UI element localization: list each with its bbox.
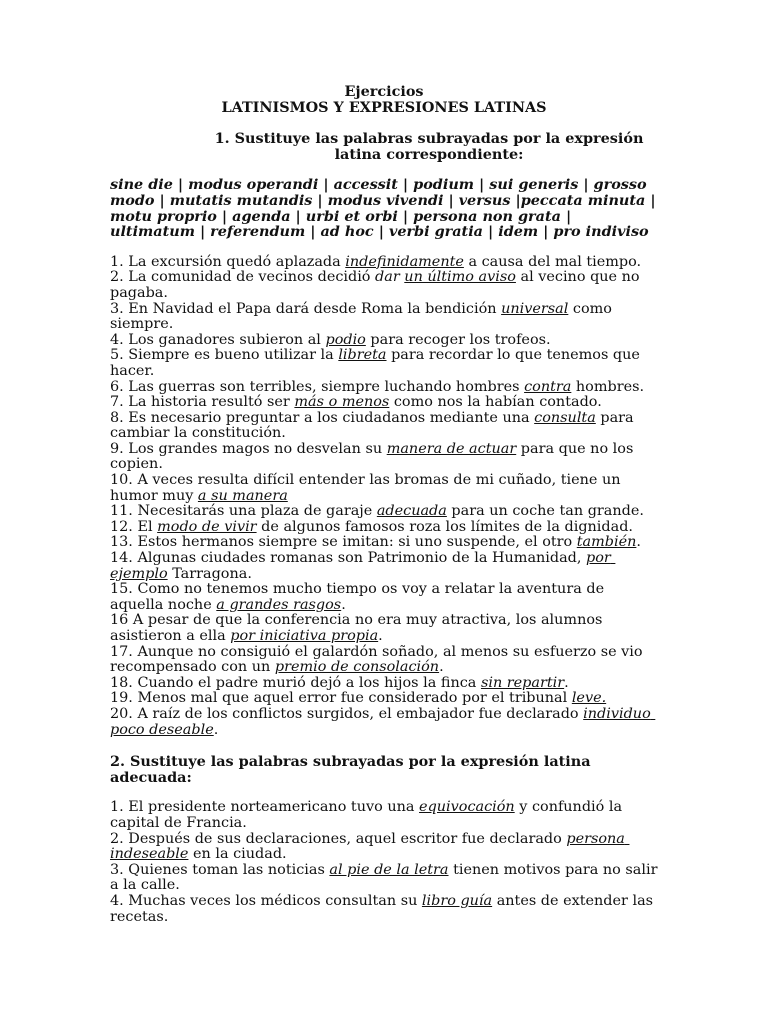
item-text: 4. Muchas veces los médicos consultan su	[110, 892, 422, 909]
item-text: .	[564, 674, 569, 691]
exercise-item	[110, 691, 658, 707]
exercise-item	[110, 520, 658, 536]
exercise-item	[110, 270, 658, 301]
item-text: 12. El	[110, 518, 158, 535]
underlined-phrase: equivocación	[419, 799, 515, 816]
exercise-item	[110, 832, 658, 863]
item-text: 14. Algunas ciudades romanas son Patrimonio de la Humanidad,	[110, 550, 587, 567]
item-text: al vecino que no pagaba.	[110, 269, 645, 301]
item-text: 1. La excursión quedó aplazada	[110, 253, 346, 270]
exercise-2-items	[110, 799, 663, 925]
exercise-item	[110, 707, 658, 738]
item-text: 15. Como no tenemos mucho tiempo os voy a relatar la aventura de aquella noche	[110, 581, 609, 613]
item-text: 11. Necesitarás una plaza de garaje	[110, 503, 377, 520]
item-text: 17. Aunque no consiguió el galardón soñado, al menos su esfuerzo se vio recompensado con un	[110, 643, 648, 676]
item-text: como nos la habían contado.	[389, 394, 602, 411]
exercise-item	[110, 302, 658, 333]
underlined-phrase: podio	[325, 331, 366, 348]
underlined-phrase: universal	[501, 300, 569, 317]
underlined-phrase: libreta	[338, 347, 387, 364]
exercise-item	[110, 800, 658, 831]
item-text: 13. Estos hermanos siempre se imitan: si uno suspende, el otro	[110, 534, 577, 551]
item-text: como siempre.	[110, 300, 617, 333]
exercise-item	[110, 395, 658, 411]
underlined-phrase: indefinidamente	[345, 253, 464, 270]
exercise-item	[110, 535, 658, 551]
latin-terms-list: sine die | modus operandi | accessit | podium | sui generis | grosso modo | mutatis mutandis | modus vivendi | versus |peccata minuta | motu proprio | agenda | urbi et orbi | persona non grata | ultimatum | referendum | ad hoc | verbi gratia | idem | pro indiviso	[110, 176, 656, 241]
document-title: Ejercicios	[344, 83, 424, 100]
item-text: para recoger los trofeos.	[365, 331, 551, 348]
item-text: en la ciudad.	[188, 846, 287, 863]
exercise-item	[110, 473, 658, 504]
item-text: .	[439, 659, 444, 676]
exercise-item	[110, 348, 658, 379]
exercise-2-instruction: 2. Sustituye las palabras subrayadas por la expresión latina adecuada:	[110, 753, 591, 786]
item-text: .	[378, 628, 383, 644]
underlined-phrase: un último aviso	[404, 269, 516, 286]
item-text: 5. Siempre es bueno utilizar la	[110, 347, 339, 364]
item-text: 19. Menos mal que aquel error fue considerado por el tribunal	[110, 690, 572, 707]
underlined-phrase: al pie de la letra	[329, 861, 449, 878]
exercise-item	[110, 551, 658, 582]
underlined-phrase: adecuada	[376, 503, 447, 520]
item-text: 20. A raíz de los conflictos surgidos, el embajador fue declarado	[110, 705, 584, 722]
item-text: 6. Las guerras son terribles, siempre luchando hombres	[110, 378, 525, 395]
exercise-item	[110, 333, 658, 349]
item-text: hombres.	[571, 378, 645, 395]
exercise-item	[110, 255, 658, 271]
underlined-phrase: leve.	[571, 690, 607, 707]
underlined-phrase: a su manera	[197, 487, 288, 504]
item-text: antes de extender las recetas.	[110, 892, 658, 925]
item-text: 4. Los ganadores subieron al	[110, 331, 326, 348]
underlined-phrase: por ejemplo	[110, 550, 616, 582]
exercise-item	[110, 861, 663, 894]
item-text: para cambiar la constitución.	[110, 409, 639, 442]
exercise-1-items	[110, 255, 658, 738]
document-subtitle: LATINISMOS Y EXPRESIONES LATINAS	[221, 98, 547, 116]
item-text: Tarragona.	[167, 565, 252, 582]
item-text: 7. La historia resultó ser	[110, 394, 295, 411]
item-text: tienen motivos para no salir a la calle.	[110, 861, 663, 894]
exercise-item	[110, 380, 658, 396]
item-text: 3. En Navidad el Papa dará desde Roma la bendición	[110, 300, 502, 317]
item-text: para recordar lo que tenemos que hacer.	[110, 347, 645, 379]
underlined-phrase: por iniciativa propia	[230, 628, 379, 644]
underlined-phrase: modo de vivir	[157, 518, 257, 535]
item-text: 2. La comunidad de vecinos decidió	[110, 269, 376, 286]
item-text: .	[341, 596, 346, 613]
underlined-phrase: también	[576, 534, 637, 551]
underlined-phrase: más o menos	[294, 394, 390, 411]
exercise-item	[110, 582, 658, 613]
item-text: y confundió la capital de Francia.	[110, 799, 627, 831]
exercise-item	[110, 442, 658, 473]
underlined-phrase: manera de actuar	[386, 440, 517, 457]
item-text: de algunos famosos roza los límites de la dignidad.	[256, 518, 633, 535]
item-text: dar	[375, 269, 400, 286]
underlined-phrase: sin repartir	[480, 674, 565, 691]
underlined-phrase: consulta	[534, 409, 596, 426]
underlined-phrase: contra	[524, 378, 572, 395]
item-text: 2. Después de sus declaraciones, aquel escritor fue declarado	[110, 830, 567, 847]
exercise-item	[110, 504, 658, 520]
underlined-phrase: individuo poco deseable	[110, 705, 656, 738]
exercise-2	[110, 753, 663, 925]
exercise-1-instruction: 1. Sustituye las palabras subrayadas por la expresión latina correspondiente:	[214, 130, 644, 163]
item-text: 8. Es necesario preguntar a los ciudadanos mediante una	[110, 409, 535, 426]
item-text: para un coche tan grande.	[446, 503, 644, 520]
exercise-item	[110, 645, 658, 676]
underlined-phrase: a grandes rasgos	[216, 596, 342, 613]
item-text: .	[636, 534, 641, 551]
item-text: 1. El presidente norteamericano tuvo una	[110, 799, 420, 816]
underlined-phrase: libro guía	[421, 892, 493, 909]
exercise-item	[110, 676, 658, 692]
item-text: 3. Quienes toman las noticias	[110, 861, 330, 878]
exercise-item	[110, 613, 658, 644]
exercise-1	[110, 131, 658, 738]
item-text: 9. Los grandes magos no desvelan su	[110, 440, 387, 457]
item-text: 18. Cuando el padre murió dejó a los hijos la finca	[110, 674, 481, 691]
item-text: a causa del mal tiempo.	[463, 253, 642, 270]
document-body	[110, 83, 663, 925]
exercise-item	[110, 894, 658, 925]
item-text: .	[213, 721, 219, 738]
item-text: 16 A pesar de que la conferencia no era muy atractiva, los alumnos asistieron a ella	[110, 612, 607, 644]
underlined-phrase: premio de consolación	[274, 659, 440, 676]
exercise-item	[110, 411, 658, 442]
item-text: 10. A veces resulta difícil entender las bromas de mi cuñado, tiene un humor muy	[110, 472, 626, 504]
item-text: para que no los copien.	[110, 440, 638, 473]
underlined-phrase: persona indeseable	[110, 830, 630, 863]
